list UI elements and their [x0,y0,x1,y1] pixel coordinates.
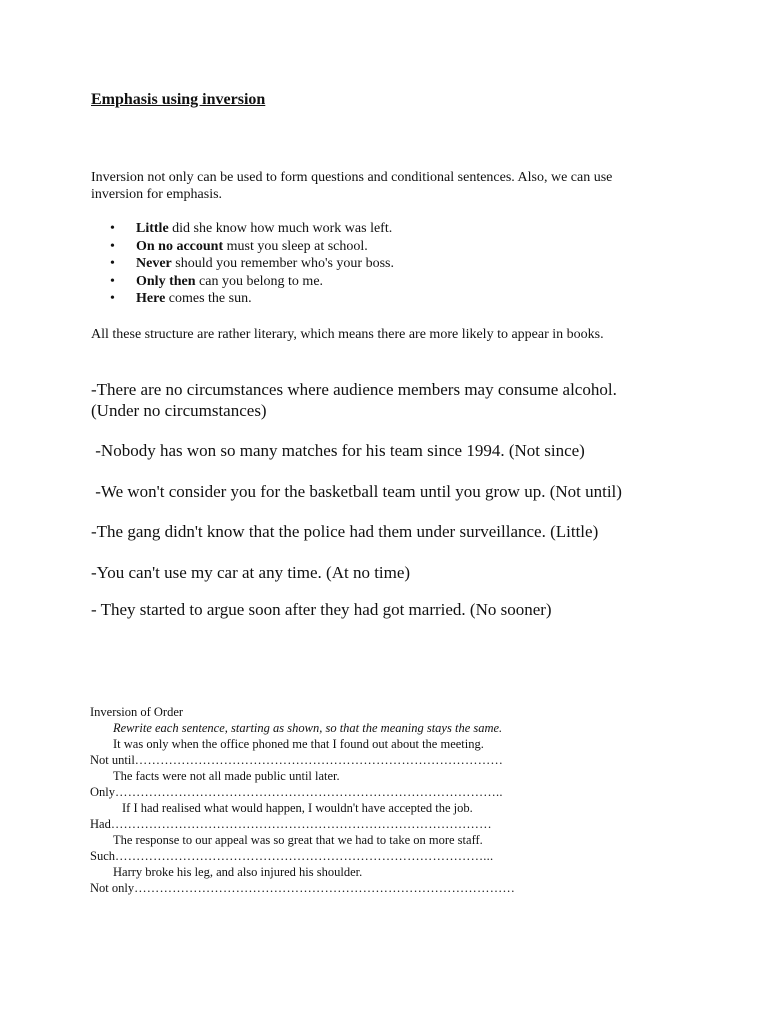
example-list [110,220,394,308]
answer-line[interactable] [90,753,503,768]
exercise-item [90,769,340,784]
transform-sentence-6: - They started to argue soon after they had got married. (No sooner) [91,600,552,619]
answer-prompt: Not until [90,753,135,767]
exercise-sentence: The response to our appeal was so great that we had to take on more staff. [113,833,483,847]
answer-line[interactable] [90,817,492,832]
exercise-sentence: It was only when the office phoned me that I found out about the meeting. [113,737,484,751]
list-item: • On no account must you sleep at school. [110,238,394,256]
transform-sentence-5: -You can't use my car at any time. (At no time) [91,563,411,582]
answer-prompt: Only [90,785,115,799]
transform-sentence-1: -There are no circumstances where audience members may consume alcohol. [91,380,617,399]
intro-paragraph-line-2: inversion for emphasis. [91,187,223,202]
exercise-item [90,737,484,752]
transform-sentence-3: -We won't consider you for the basketball team until you grow up. (Not until) [91,482,622,501]
list-item: • Little did she know how much work was left. [110,220,394,238]
answer-prompt: Not only [90,881,135,895]
transform-sentence-4: -The gang didn't know that the police had them under surveillance. (Little) [91,522,599,541]
answer-prompt: Such [90,849,115,863]
exercise-instruction-row [90,721,502,736]
answer-dots: …………………………………………………………………………… [134,753,504,767]
answer-dots: ……………………………………………………………………………… [134,881,516,895]
answer-line[interactable] [90,849,493,864]
answer-dots: ……………………………………………………………………………… [110,817,492,831]
note-paragraph: All these structure are rather literary, which means there are more likely to appear in books. [91,327,604,342]
intro-paragraph-line-1: Inversion not only can be used to form questions and conditional sentences. Also, we can use [91,170,613,185]
page-title: Emphasis using inversion [91,91,266,108]
list-item: • Only then can you belong to me. [110,273,394,291]
list-item: • Never should you remember who's your boss. [110,255,394,273]
exercise-item [90,865,362,880]
exercise-sentence: Harry broke his leg, and also injured his shoulder. [113,865,363,879]
exercise-sentence: If I had realised what would happen, I wouldn't have accepted the job. [122,801,473,815]
exercise-sentence: The facts were not all made public until later. [113,769,340,783]
answer-dots: ……………………………………………………………………………….. [115,785,503,799]
answer-dots: ……………………………………………………………………………... [115,849,494,863]
list-item: • Here comes the sun. [110,290,394,308]
answer-line[interactable] [90,785,503,800]
exercise-item [90,801,473,816]
answer-line[interactable] [90,881,515,896]
exercise-item [90,833,483,848]
answer-prompt: Had [90,817,111,831]
transform-hint-1: (Under no circumstances) [91,401,267,420]
transform-sentence-2: -Nobody has won so many matches for his team since 1994. (Not since) [91,441,585,460]
exercise-heading: Inversion of Order [90,705,184,719]
exercise-instruction: Rewrite each sentence, starting as shown, so that the meaning stays the same. [113,721,503,735]
